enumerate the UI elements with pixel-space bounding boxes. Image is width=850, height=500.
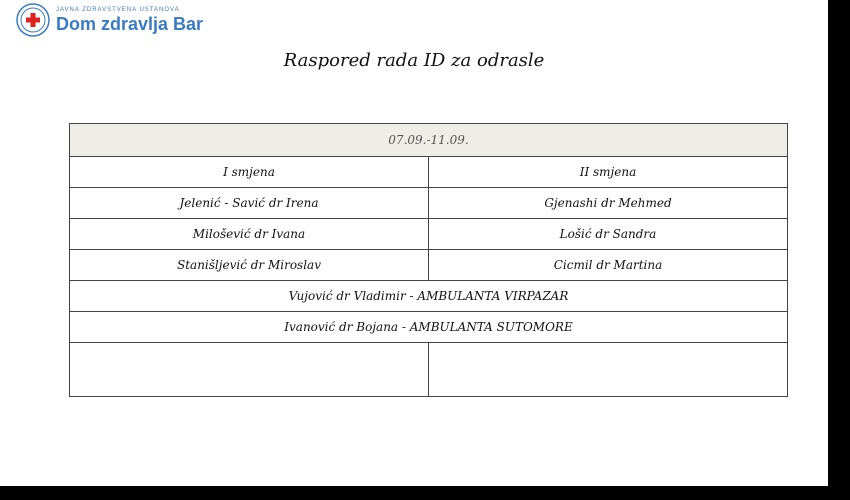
table-row bbox=[70, 188, 788, 219]
period-cell: 07.09.-11.09. bbox=[70, 124, 788, 157]
shift-2-doctor: Gjenashi dr Mehmed bbox=[429, 188, 788, 219]
clinic-emblem-icon bbox=[16, 3, 50, 37]
shift-1-doctor: Jelenić - Savić dr Irena bbox=[70, 188, 429, 219]
shift-1-doctor: Milošević dr Ivana bbox=[70, 219, 429, 250]
table-row bbox=[70, 312, 788, 343]
table-row bbox=[70, 250, 788, 281]
ambulance-assignment: Ivanović dr Bojana - AMBULANTA SUTOMORE bbox=[70, 312, 788, 343]
table-row bbox=[70, 281, 788, 312]
empty-row bbox=[70, 343, 788, 397]
clinic-logo[interactable] bbox=[16, 2, 203, 38]
period-row bbox=[70, 124, 788, 157]
shift-1-header: I smjena bbox=[70, 157, 429, 188]
shift-1-doctor: Stanišljević dr Miroslav bbox=[70, 250, 429, 281]
schedule-table bbox=[69, 123, 788, 397]
ambulance-assignment: Vujović dr Vladimir - AMBULANTA VIRPAZAR bbox=[70, 281, 788, 312]
table-row bbox=[70, 219, 788, 250]
logo-name: Dom zdravlja Bar bbox=[56, 14, 204, 34]
empty-cell bbox=[429, 343, 788, 397]
page-title: Raspored rada ID za odrasle bbox=[283, 50, 545, 71]
shift-2-doctor: Lošić dr Sandra bbox=[429, 219, 788, 250]
shift-2-doctor: Cicmil dr Martina bbox=[429, 250, 788, 281]
shift-header-row bbox=[70, 157, 788, 188]
shift-2-header: II smjena bbox=[429, 157, 788, 188]
empty-cell bbox=[70, 343, 429, 397]
logo-subtitle: JAVNA ZDRAVSTVENA USTANOVA bbox=[56, 7, 180, 13]
